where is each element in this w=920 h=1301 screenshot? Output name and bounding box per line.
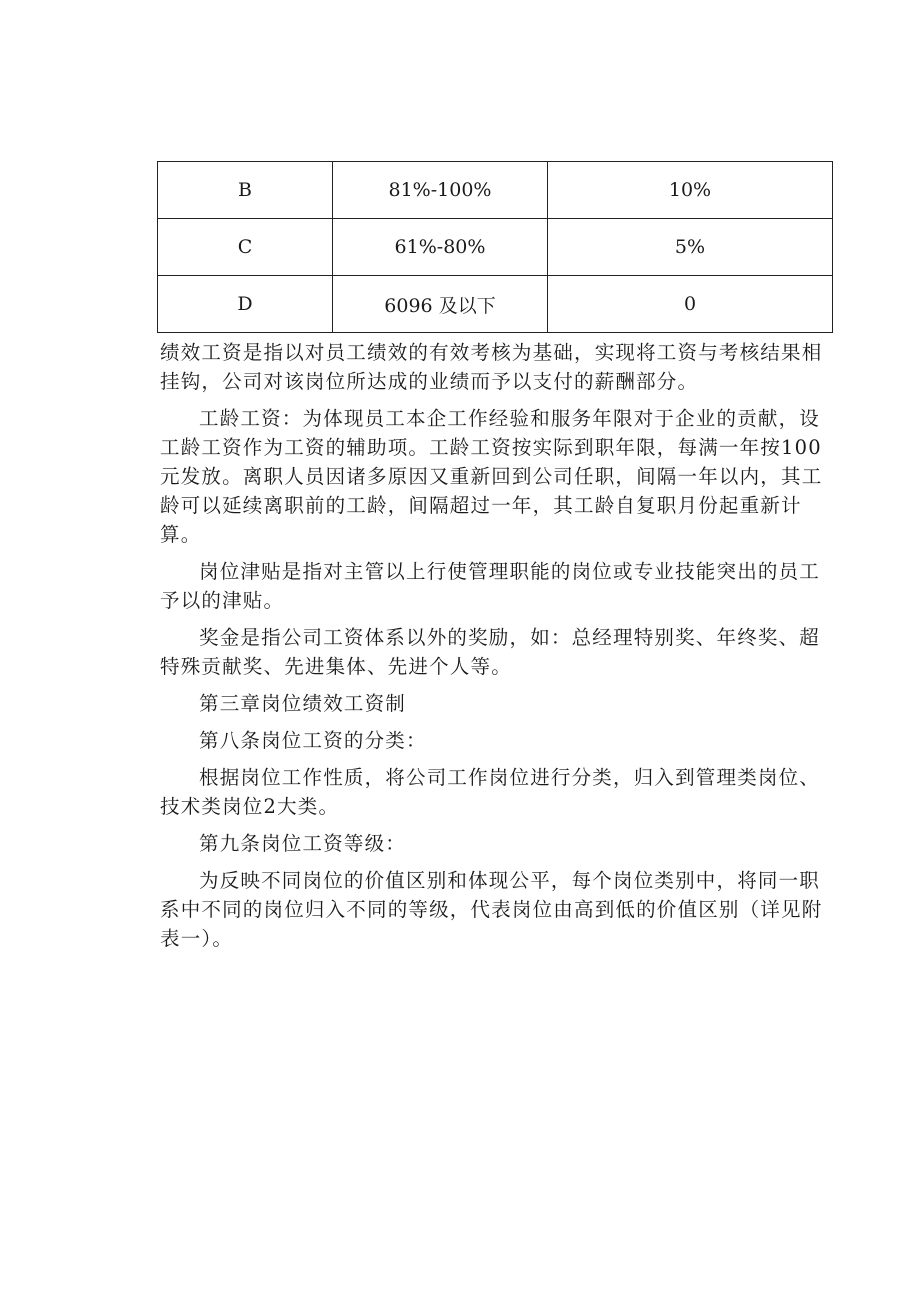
range-cell: 61%-80% xyxy=(333,219,548,276)
range-cell: 81%-100% xyxy=(333,162,548,219)
table-row xyxy=(158,162,833,219)
ratio-cell: 5% xyxy=(548,219,833,276)
table-row xyxy=(158,219,833,276)
grade-table xyxy=(157,161,833,333)
seniority-pay-paragraph: 工龄工资：为体现员工本企工作经验和服务年限对于企业的贡献，设工龄工资作为工资的辅助项。工龄工资按实际到职年限，每满一年按100元发放。离职人员因诸多原因又重新回到公司任职，间隔一年以内，其工龄可以延续离职前的工龄，间隔超过一年，其工龄自复职月份起重新计算。 xyxy=(160,407,823,546)
ratio-cell: 10% xyxy=(548,162,833,219)
grade-cell: D xyxy=(158,276,333,333)
article-9-heading: 第九条岗位工资等级： xyxy=(199,832,407,855)
body-text xyxy=(160,338,840,961)
grade-cell: B xyxy=(158,162,333,219)
classification-paragraph: 根据岗位工作性质，将公司工作岗位进行分类，归入到管理类岗位、技术类岗位2大类。 xyxy=(160,766,821,818)
range-cell: 6096 及以下 xyxy=(333,276,548,333)
bonus-paragraph: 奖金是指公司工资体系以外的奖励，如：总经理特别奖、年终奖、超特殊贡献奖、先进集体、先进个人等。 xyxy=(160,626,821,678)
chapter-heading: 第三章岗位绩效工资制 xyxy=(199,692,407,715)
article-8-heading: 第八条岗位工资的分类： xyxy=(199,729,427,752)
ratio-cell: 0 xyxy=(548,276,833,333)
performance-pay-paragraph: 绩效工资是指以对员工绩效的有效考核为基础，实现将工资与考核结果相挂钩，公司对该岗位所达成的业绩而予以支付的薪酬部分。 xyxy=(160,341,823,393)
table-row xyxy=(158,276,833,333)
position-allowance-paragraph: 岗位津贴是指对主管以上行使管理职能的岗位或专业技能突出的员工予以的津贴。 xyxy=(160,560,821,612)
grade-levels-paragraph: 为反映不同岗位的价值区别和体现公平，每个岗位类别中，将同一职系中不同的岗位归入不同的等级，代表岗位由高到低的价值区别（详见附表一）。 xyxy=(160,869,823,950)
grade-cell: C xyxy=(158,219,333,276)
